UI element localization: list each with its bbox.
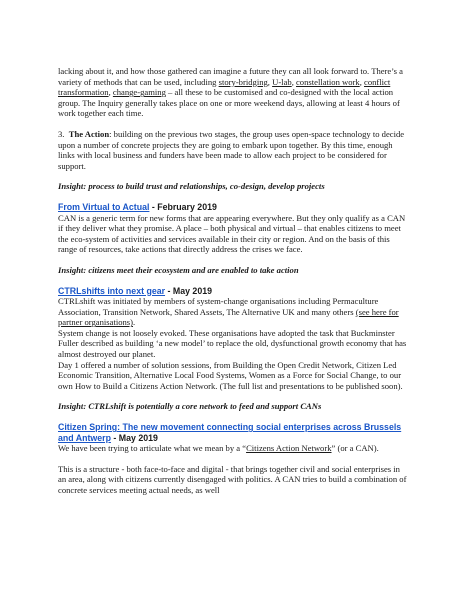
- partner-organisations-link[interactable]: (see here for partner organisations): [58, 306, 399, 328]
- section-2-body-2: System change is not loosely evoked. These organisations have adopted the task that Buckminster Fuller described as building ‘a new model’ to replace the old, dysfunctional growth economy that has almost destroyed our planet.: [58, 327, 407, 360]
- insight-2: Insight: citizens meet their ecosystem and are enabled to take action: [58, 264, 299, 275]
- story-bridging-link[interactable]: story-bridging: [218, 76, 268, 87]
- intro-paragraph: lacking about it, and how those gathered can imagine a future they can all look forward to. There’s a variety of methods that can be used, including story-bridging, U-lab, constellation work, conflict transformation, change-gaming – all these to be customised and co-designed with the local action group. The Inquiry generally takes place on one or more weekend days, allowing at least 4 hours of work together each time.: [58, 66, 403, 119]
- section-3-body-1: We have been trying to articulate what we mean by a “Citizens Action Network” (or a CAN).: [58, 443, 379, 454]
- section-2-heading: [58, 286, 410, 297]
- section-3-body-2: This is a structure - both face-to-face and digital - that brings together civil and social enterprises in an area, along with citizens currently disengaged with politics. A CAN tries to build a combination of concrete services meeting actual needs, as well: [58, 463, 407, 495]
- insight-3: Insight: CTRLshift is potentially a core network to feed and support CANs: [58, 401, 322, 412]
- intro-line-2: forward to. There’s a variety of methods that can be used, including: [58, 66, 403, 87]
- citizen-spring-link[interactable]: Citizen Spring: The new movement connecting social enterprises across Brussels and Antwerp: [58, 422, 402, 443]
- intro-line-1: lacking about it, and how those gathered can imagine a future they can all look: [58, 66, 329, 76]
- section-3-heading: [58, 422, 410, 443]
- action-text: : building on the previous two stages, the group uses open-space technology to decide upon a number of concrete projects they are going to embark upon together. By this time, enough links with local business and funders have been made to allow each project to be considered for support.: [58, 128, 405, 171]
- action-paragraph: [58, 129, 410, 171]
- u-lab-link[interactable]: U-lab: [272, 76, 292, 87]
- section-1-body: CAN is a generic term for new forms that are appearing everywhere. But they only qualify as a CAN if they deliver what they promise. A place – both physical and virtual – that enables citizens to meet the eco-system of activities and services available in their city or region. And on the basis of this range of resources, take actions that directly address the crises we face.: [58, 212, 406, 255]
- citizens-action-network-link[interactable]: Citizens Action Network: [246, 443, 332, 454]
- insight-1: Insight: process to build trust and relationships, co-design, develop projects: [58, 181, 325, 192]
- section-2-body-3: Day 1 offered a number of solution sessions, from Building the Open Credit Network, Citizen Led Economic Transition, Alternative Local Food Systems, Women as a Force for Social Change, to our own How to Build a Citizens Action Network. (The full list and presentations to be published soon).: [58, 359, 403, 391]
- section-2-body-1: CTRLshift was initiated by members of system-change organisations including Permaculture Association, Transition Network, Shared Assets, The Alternative UK and many others (see here for partner organisations).: [58, 296, 399, 328]
- ctrlshifts-into-next-gear-link[interactable]: CTRLshifts into next gear: [58, 285, 166, 296]
- section-1-date: - February 2019: [149, 201, 217, 212]
- section-2-date: - May 2019: [165, 285, 212, 296]
- section-3-date: - May 2019: [110, 432, 158, 443]
- document-page: [58, 66, 410, 496]
- constellation-work-link[interactable]: constellation work: [295, 76, 360, 87]
- from-virtual-to-actual-link[interactable]: From Virtual to Actual: [58, 201, 150, 212]
- conflict-transformation-link[interactable]: conflict transformation: [58, 76, 391, 98]
- intro-line-3: – all these to be customised and co-designed with the local action group. The Inquiry generally takes place on one or more weekend days, allowing at least 4 hours of work together each time.: [58, 87, 400, 119]
- change-gaming-link[interactable]: change-gaming: [112, 87, 166, 98]
- action-label: The Action: [68, 128, 110, 139]
- section-1-heading: [58, 202, 410, 213]
- action-number: 3.: [58, 128, 65, 139]
